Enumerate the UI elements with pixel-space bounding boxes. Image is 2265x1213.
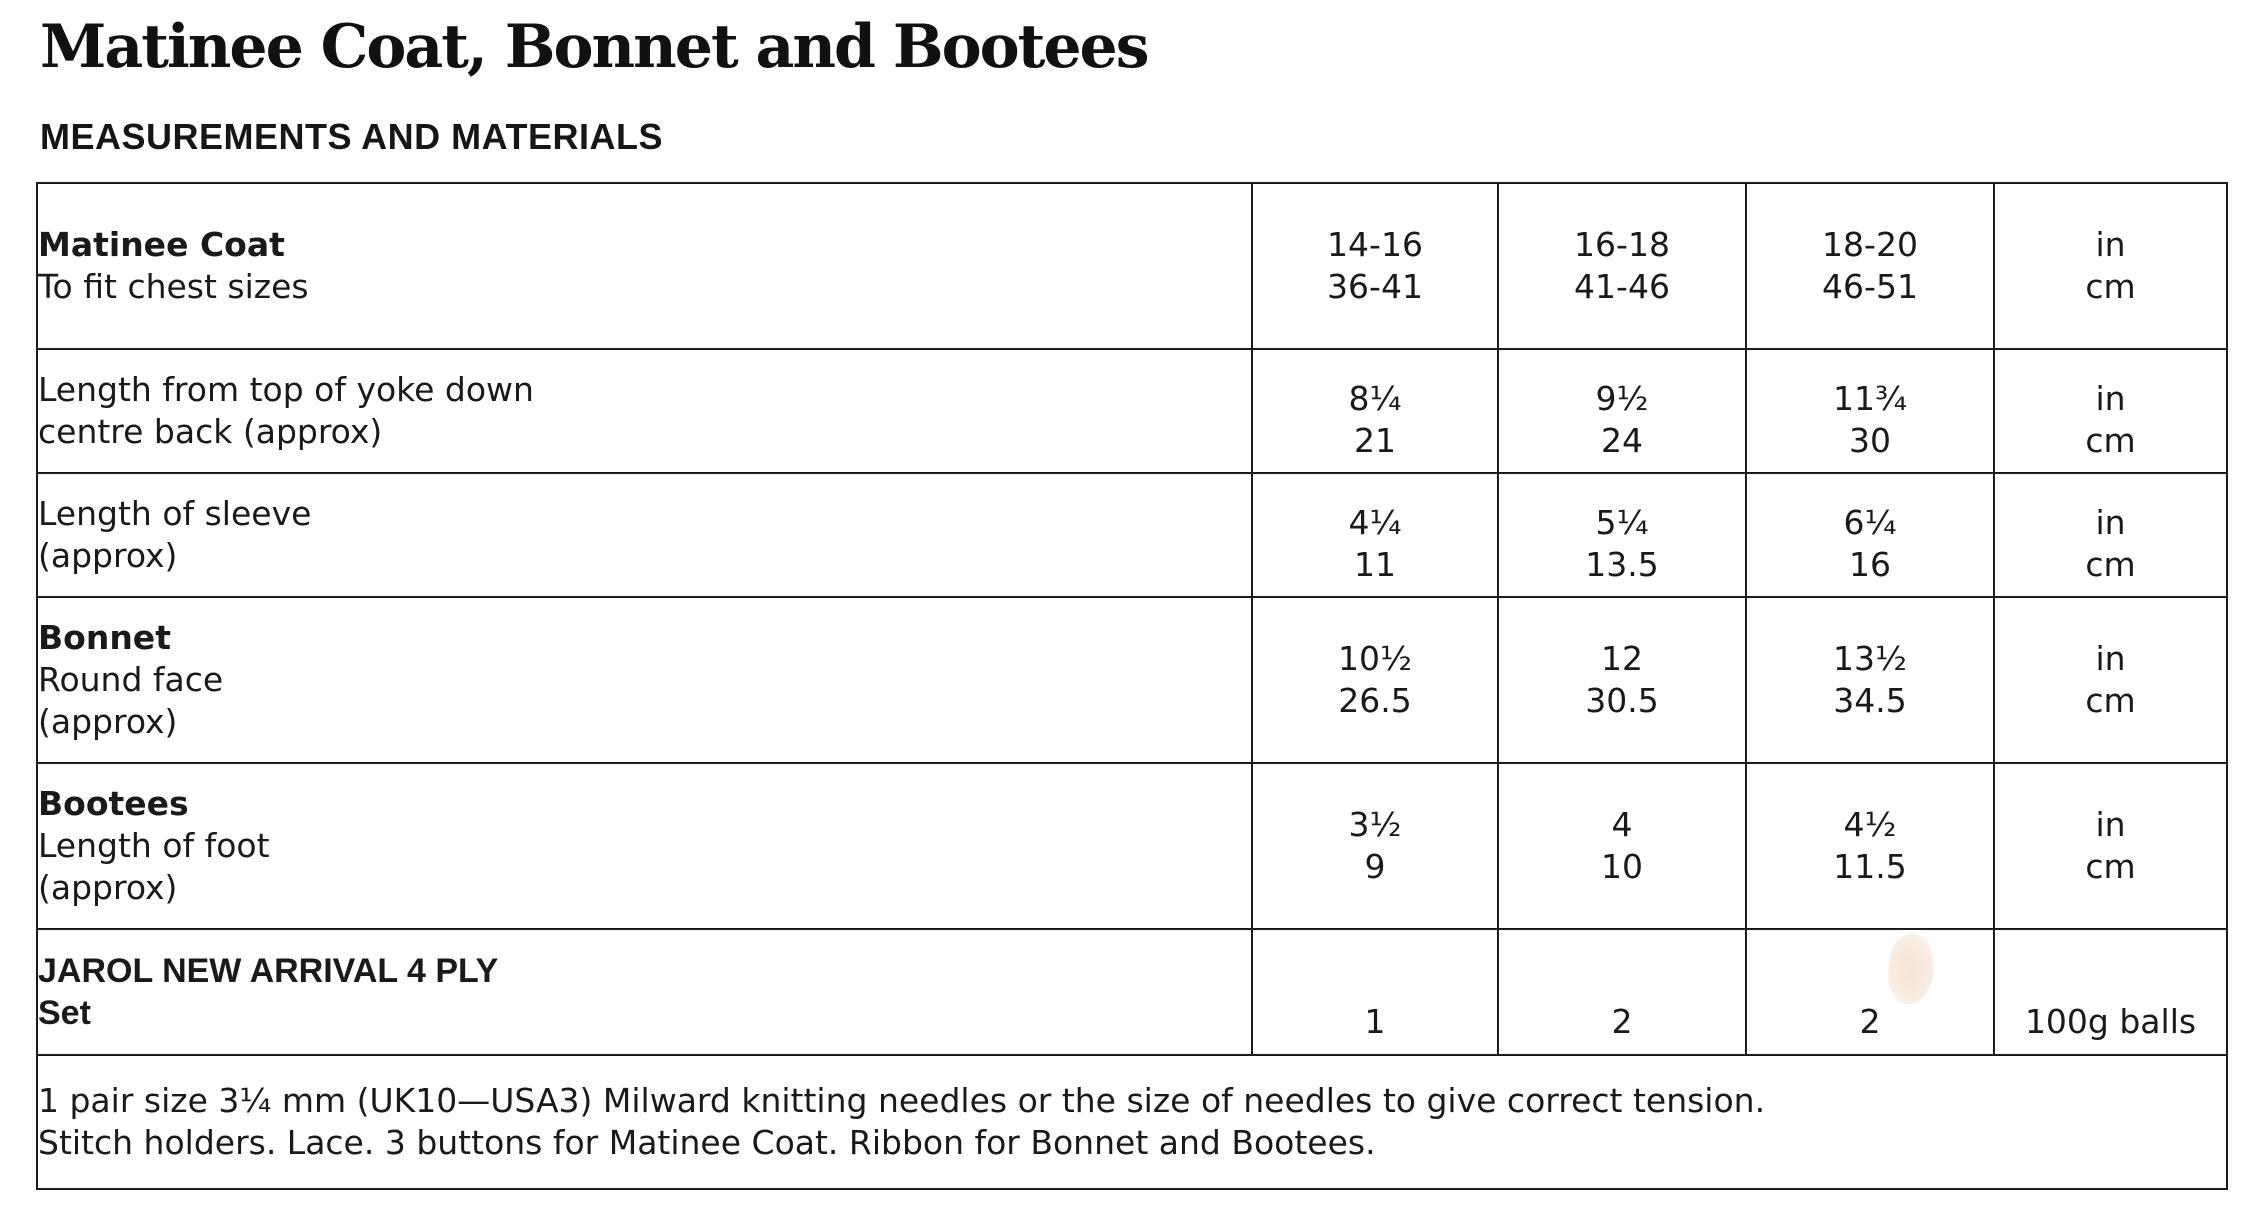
table-row	[37, 473, 2227, 597]
value-in: 5¼	[1595, 503, 1649, 542]
yarn-quantity: 1	[1364, 1002, 1386, 1041]
unit-cell	[1994, 929, 2227, 1055]
unit-cm: cm	[2085, 421, 2136, 460]
value-cm: 24	[1601, 421, 1643, 460]
row-label-line: To fit chest sizes	[38, 267, 309, 306]
value-cell	[1252, 349, 1498, 473]
table-row	[37, 597, 2227, 763]
unit-cell	[1994, 349, 2227, 473]
value-cell	[1252, 763, 1498, 929]
unit-in: in	[2095, 805, 2126, 844]
row-label	[37, 183, 1252, 349]
row-label	[37, 473, 1252, 597]
unit-in: in	[2095, 503, 2126, 542]
value-in: 12	[1601, 639, 1643, 678]
value-cell	[1498, 597, 1746, 763]
value-in: 14-16	[1327, 225, 1423, 264]
value-cell	[1746, 929, 1994, 1055]
row-label-line: centre back (approx)	[38, 412, 383, 451]
yarn-name: JAROL NEW ARRIVAL 4 PLY	[38, 952, 499, 990]
page-title: Matinee Coat, Bonnet and Bootees	[40, 12, 1148, 82]
yarn-quantity: 2	[1611, 1002, 1633, 1041]
value-cell	[1252, 929, 1498, 1055]
unit-in: in	[2095, 639, 2126, 678]
yarn-set-label: Set	[38, 994, 91, 1032]
row-label	[37, 929, 1252, 1055]
value-in: 3½	[1348, 805, 1402, 844]
value-cm: 11	[1354, 545, 1396, 584]
footer-line: 1 pair size 3¼ mm (UK10—USA3) Milward knitting needles or the size of needles to give correct tension.	[38, 1081, 1766, 1120]
row-heading: Bootees	[38, 784, 189, 823]
table-row	[37, 183, 2227, 349]
unit-in: in	[2095, 225, 2126, 264]
value-cm: 13.5	[1585, 545, 1659, 584]
value-cell	[1746, 763, 1994, 929]
value-cm: 30	[1849, 421, 1891, 460]
value-cell	[1746, 597, 1994, 763]
row-label-line: (approx)	[38, 536, 178, 575]
measurements-table	[36, 182, 2228, 1190]
value-cm: 9	[1364, 847, 1386, 886]
unit-cm: cm	[2085, 681, 2136, 720]
row-label-line: Length of sleeve	[38, 494, 312, 533]
value-cell	[1498, 349, 1746, 473]
value-cm: 46-51	[1822, 267, 1918, 306]
row-label-line: Round face	[38, 660, 224, 699]
unit-cm: cm	[2085, 545, 2136, 584]
value-in: 8¼	[1348, 379, 1402, 418]
value-in: 4½	[1843, 805, 1897, 844]
unit-cm: cm	[2085, 847, 2136, 886]
table-row	[37, 349, 2227, 473]
value-in: 18-20	[1822, 225, 1918, 264]
yarn-unit: 100g balls	[2024, 1002, 2197, 1041]
value-cm: 10	[1601, 847, 1643, 886]
row-label	[37, 349, 1252, 473]
unit-cell	[1994, 183, 2227, 349]
value-cm: 26.5	[1338, 681, 1412, 720]
value-cm: 34.5	[1833, 681, 1907, 720]
section-heading: MEASUREMENTS AND MATERIALS	[40, 116, 663, 157]
row-label-line: (approx)	[38, 702, 178, 741]
value-in: 16-18	[1574, 225, 1670, 264]
materials-footer	[37, 1055, 2227, 1189]
value-cell	[1746, 183, 1994, 349]
unit-cm: cm	[2085, 267, 2136, 306]
value-in: 6¼	[1843, 503, 1897, 542]
yarn-quantity: 2	[1859, 1002, 1881, 1041]
value-in: 9½	[1595, 379, 1649, 418]
unit-cell	[1994, 763, 2227, 929]
value-cm: 11.5	[1833, 847, 1907, 886]
value-cell	[1746, 473, 1994, 597]
value-cm: 36-41	[1327, 267, 1423, 306]
value-cm: 16	[1849, 545, 1891, 584]
value-in: 13½	[1833, 639, 1907, 678]
footer-line: Stitch holders. Lace. 3 buttons for Matinee Coat. Ribbon for Bonnet and Bootees.	[38, 1123, 1376, 1162]
row-heading: Matinee Coat	[38, 225, 285, 264]
unit-in: in	[2095, 379, 2126, 418]
unit-cell	[1994, 597, 2227, 763]
value-cm: 41-46	[1574, 267, 1670, 306]
materials-footer-row	[37, 1055, 2227, 1189]
value-in: 11¾	[1833, 379, 1907, 418]
row-label-line: Length from top of yoke down	[38, 370, 534, 409]
row-label-line: (approx)	[38, 868, 178, 907]
value-cell	[1252, 597, 1498, 763]
value-cell	[1252, 473, 1498, 597]
row-label	[37, 763, 1252, 929]
value-cm: 21	[1354, 421, 1396, 460]
value-cell	[1498, 763, 1746, 929]
value-in: 4	[1611, 805, 1633, 844]
value-in: 10½	[1338, 639, 1412, 678]
yarn-row	[37, 929, 2227, 1055]
value-cell	[1252, 183, 1498, 349]
value-cm: 30.5	[1585, 681, 1659, 720]
value-cell	[1498, 183, 1746, 349]
value-cell	[1498, 929, 1746, 1055]
value-in: 4¼	[1348, 503, 1402, 542]
value-cell	[1746, 349, 1994, 473]
unit-cell	[1994, 473, 2227, 597]
row-heading: Bonnet	[38, 618, 171, 657]
row-label-line: Length of foot	[38, 826, 270, 865]
table-row	[37, 763, 2227, 929]
value-cell	[1498, 473, 1746, 597]
row-label	[37, 597, 1252, 763]
